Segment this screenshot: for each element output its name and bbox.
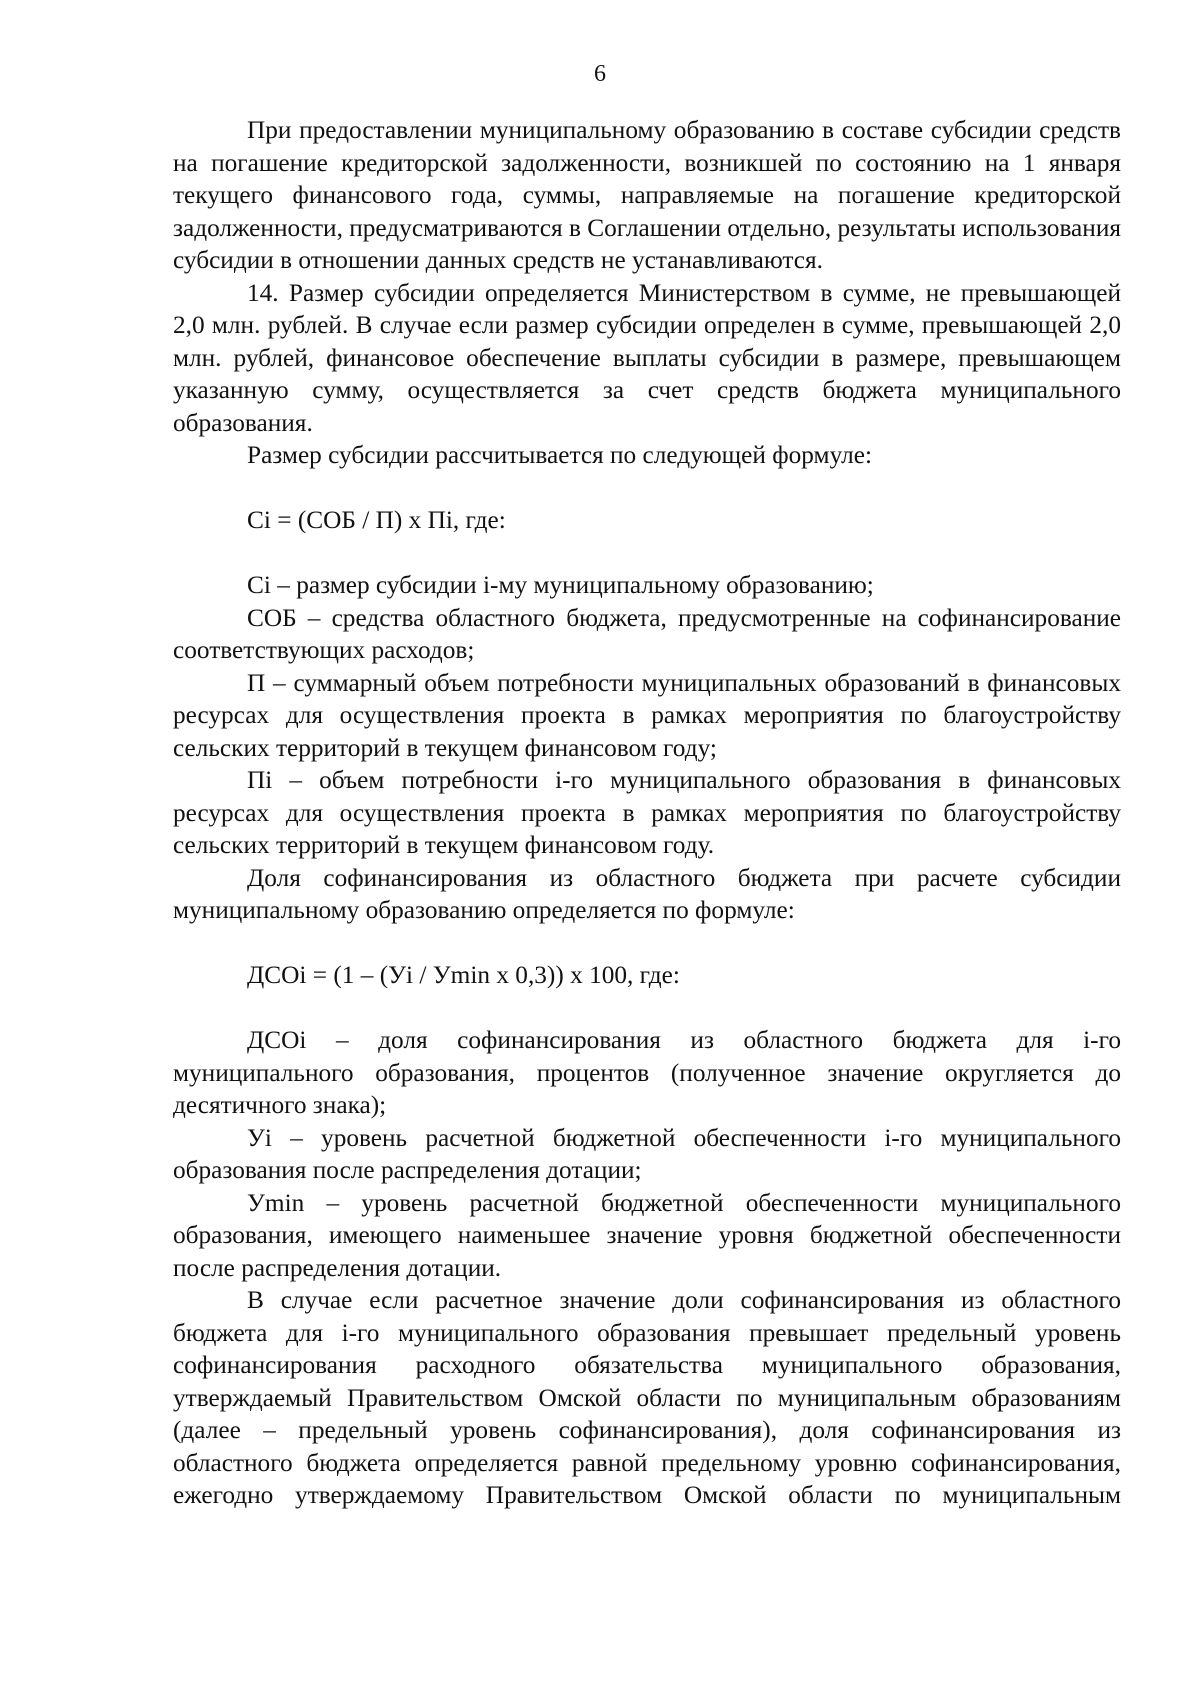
definition-umin: Уmin – уровень расчетной бюджетной обеспеченности муниципального образования, имеющего наименьшее значение уровня бюджетной обеспеченности после распределения дотации. xyxy=(173,1188,1121,1282)
definition-ci: Сi – размер субсидии i-му муниципальному образованию; xyxy=(247,571,874,599)
paragraph-creditor-debt: При предоставлении муниципальному образованию в составе субсидии средств на погашение кредиторской задолженности, возникшей по состоянию на 1 января текущего финансового года, суммы, направляемые на погашение кредиторской задолженности, предусматриваются в Соглашении отдельно, результаты использования субсидии в отношении данных средств не устанавливаются. xyxy=(173,116,1121,274)
spacer xyxy=(173,537,1121,570)
definition-p: П – суммарный объем потребности муниципальных образований в финансовых ресурсах для осуществления проекта в рамках мероприятия по благоустройству сельских территорий в текущем финансовом году; xyxy=(173,668,1121,762)
definition-sob: СОБ – средства областного бюджета, предусмотренные на софинансирование соответствующих расходов; xyxy=(173,603,1121,664)
spacer xyxy=(173,927,1121,960)
paragraph-formula-intro: Размер субсидии рассчитывается по следующей формуле: xyxy=(247,441,872,469)
formula-cofinancing: ДСОi = (1 – (Уi / Уmin x 0,3)) x 100, где: xyxy=(247,961,680,989)
definition-dsoi: ДСОi – доля софинансирования из областного бюджета для i-го муниципального образования, процентов (полученное значение округляется до десятичного знака); xyxy=(173,1026,1121,1119)
page-number: 6 xyxy=(594,61,606,87)
definition-ui: Уi – уровень расчетной бюджетной обеспеченности i-го муниципального образования после распределения дотации; xyxy=(173,1123,1121,1184)
document-body xyxy=(173,114,1121,1512)
paragraph-limit-level: В случае если расчетное значение доли софинансирования из областного бюджета для i-го муниципального образования превышает предельный уровень софинансирования расходного обязательства муниципального образования, утверждаемый Правительством Омской области по муниципальным образованиям (далее – предельный уровень софинансирования), доля софинансирования из областного бюджета определяется равной предельному уровню софинансирования, ежегодно утверждаемому Правительством Омской области по муниципальным xyxy=(173,1286,1121,1509)
spacer xyxy=(173,992,1121,1025)
definition-pi: Пi – объем потребности i-го муниципального образования в финансовых ресурсах для осуществления проекта в рамках мероприятия по благоустройству сельских территорий в текущем финансовом году. xyxy=(173,766,1121,859)
paragraph-cofinancing-intro: Доля софинансирования из областного бюджета при расчете субсидии муниципальному образованию определяется по формуле: xyxy=(173,863,1121,924)
paragraph-14-subsidy-size: 14. Размер субсидии определяется Министерством в сумме, не превышающей 2,0 млн. рублей. В случае если размер субсидии определен в сумме, превышающей 2,0 млн. рублей, финансовое обеспечение выплаты субсидии в размере, превышающем указанную сумму, осуществляется за счет средств бюджета муниципального образования. xyxy=(173,278,1121,437)
spacer xyxy=(173,472,1121,505)
formula-subsidy: Сi = (СОБ / П) x Пi, где: xyxy=(247,506,506,534)
